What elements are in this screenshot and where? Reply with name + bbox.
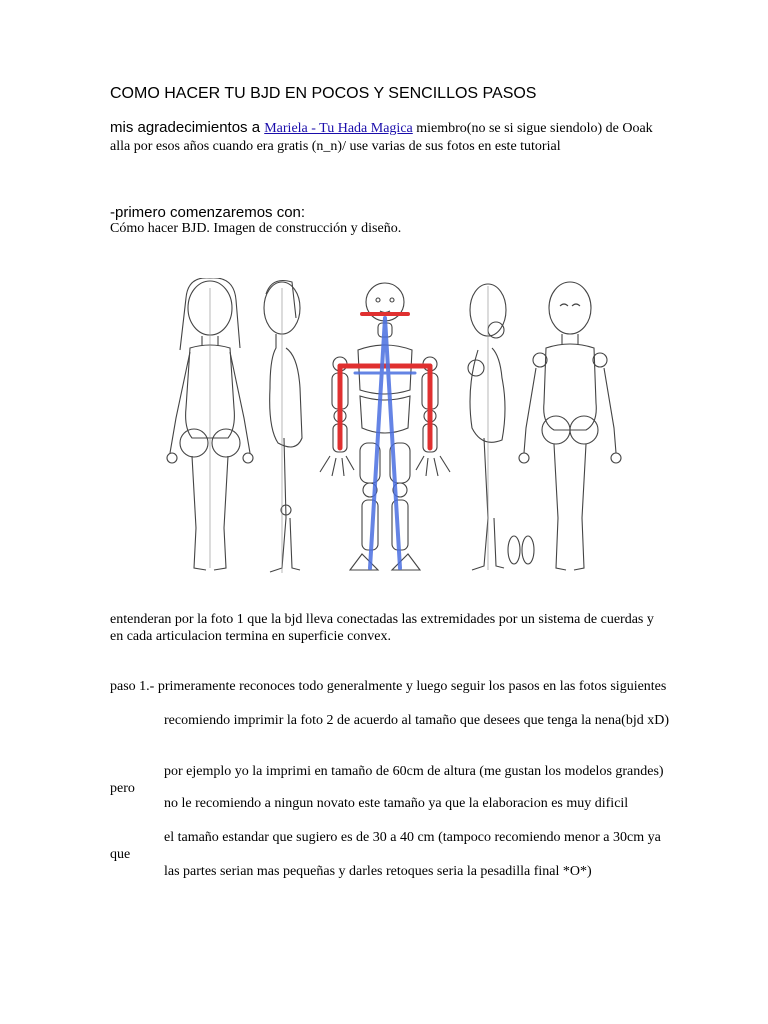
explain-paragraph: entenderan por la foto 1 que la bjd lleva conectadas las extremidades por un sistema de cuerdas y en cada articulacion termina en superficie convex. <box>110 612 654 644</box>
thanks-lead: mis agradecimientos a <box>110 119 265 136</box>
step1-line-e-text: el tamaño estandar que sugiero es de 30 a 40 cm (tampoco recomiendo menor a 30cm ya que <box>110 830 661 862</box>
thanks-paragraph <box>110 119 670 156</box>
step1-line-b <box>110 712 670 729</box>
step1-line-d <box>110 795 670 812</box>
step1-line-f-text: las partes serian mas pequeñas y darles retoques seria la pesadilla final *O*) <box>164 864 592 879</box>
step1-line-e <box>110 829 670 863</box>
step1-line-d-text: no le recomiendo a ningun novato este tamaño ya que la elaboracion es muy dificil <box>164 796 629 811</box>
author-link[interactable]: Mariela - Tu Hada Magica <box>264 121 413 136</box>
page-title: COMO HACER TU BJD EN POCOS Y SENCILLOS PASOS <box>110 85 537 102</box>
doll-side-outline-sketch <box>468 284 506 570</box>
doll-front-bald-sketch <box>519 282 621 570</box>
section-heading: -primero comenzaremos con: <box>110 204 306 221</box>
jointed-doll-blue-strings <box>355 318 415 568</box>
step1-line-c-text: por ejemplo yo la imprimi en tamaño de 60cm de altura (me gustan los modelos grandes) pero <box>110 764 664 796</box>
thanks-rest: miembro(no se si sigue siendolo) de Ooak alla por esos años cuando era gratis (n_n)/ use varias de sus fotos en este tutorial <box>110 121 653 154</box>
step1-line-c <box>110 763 670 797</box>
doll-construction-figure <box>110 278 670 583</box>
section-subheading: Cómo hacer BJD. Imagen de construcción y diseño. <box>110 221 402 236</box>
footprints-sketch <box>508 536 534 564</box>
doll-side-sketch <box>264 281 302 574</box>
doll-front-hair-sketch <box>167 278 253 570</box>
step1-line-b-text: recomiendo imprimir la foto 2 de acuerdo al tamaño que desees que tenga la nena(bjd xD) <box>164 713 669 728</box>
step1-line-a: paso 1.- primeramente reconoces todo generalmente y luego seguir los pasos en las fotos siguientes <box>110 679 667 694</box>
step1-line-f <box>110 863 670 880</box>
